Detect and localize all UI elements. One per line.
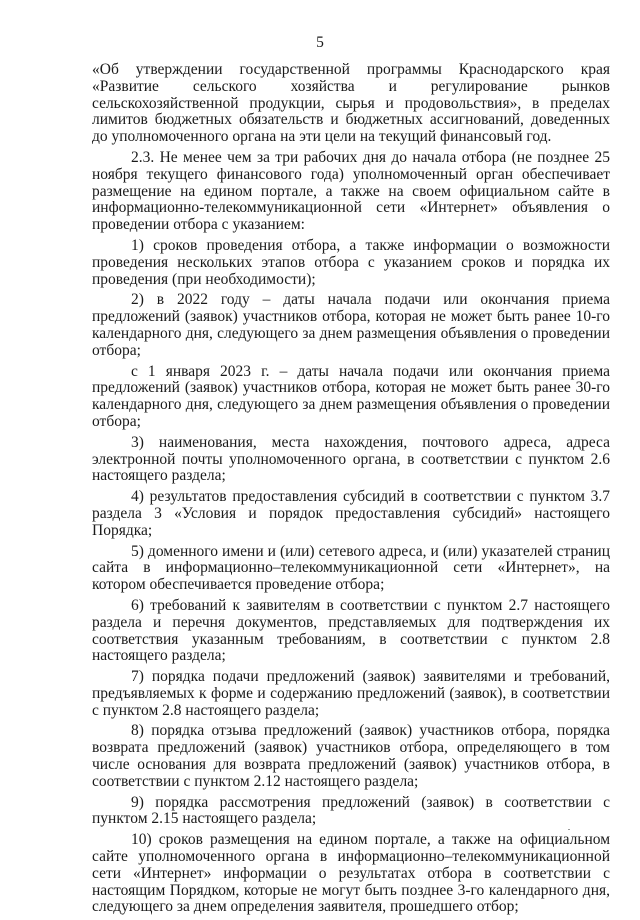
document-body [92,62,610,920]
list-item-4: 4) результатов предоставления субсидий в соответствии с пунктом 3.7 раздела 3 «Условия и порядок предоставления субсидий» настоящего Порядка; [92,488,610,539]
list-item-1: 1) сроков проведения отбора, а также информации о возможности проведения нескольких этапов отбора с указанием сроков и порядка их проведения (при необходимости); [92,236,610,288]
scan-speck [568,829,570,830]
list-item-10: 10) сроков размещения на едином портале, а также на официальном сайте уполномоченного органа в информационно–телекоммуникационной сети «Интернет» информации о результатах отбора в соответствии с настоящим Порядком, которые не могут быть позднее 3-го календарного дня, следующего за днем определения заявителя, прошедшего отбор; [92,831,610,916]
list-item-6: 6) требований к заявителям в соответствии с пунктом 2.7 настоящего раздела и перечня документов, представляемых для подтверждения их соответствия указанным требованиям, в соответствии с пунктом 2.8 настоящего раздела; [92,596,610,665]
list-item-3: 3) наименования, места нахождения, почтового адреса, адреса электронной почты уполномоченного органа, в соответствии с пунктом 2.6 настоящего раздела; [92,433,610,485]
list-item-8: 8) порядка отзыва предложений (заявок) участников отбора, порядка возврата предложений (заявок) участников отбора, определяющего в том числе основания для возврата предложений (заявок) участников отбора, в соответствии с пунктом 2.12 настоящего раздела; [92,722,610,790]
list-item-5: 5) доменного имени и (или) сетевого адреса, и (или) указателей страниц сайта в информационно–телекоммуникационной сети «Интернет», на котором обеспечивается проведение отбора; [92,542,610,594]
list-item-7: 7) порядка подачи предложений (заявок) заявителями и требований, предъявляемых к форме и содержанию предложений (заявок), в соответствии с пунктом 2.8 настоящего раздела; [92,668,610,719]
list-item-2-continued: с 1 января 2023 г. – даты начала подачи или окончания приема предложений (заявок) участников отбора, которая не может быть ранее 30-го календарного дня, следующего за днем размещения объявления о проведении отбора; [92,362,610,430]
page-number: 5 [316,34,324,51]
paragraph-continuation: «Об утверждении государственной программы Краснодарского края «Развитие сельского хозяйства и регулирование рынков сельскохозяйственной продукции, сырья и продовольствия», в пределах лимитов бюджетных обязательств и бюджетных ассигнований, доведенных до уполномоченного органа на эти цели на текущий финансовый год. [92,61,610,146]
paragraph-2-3: 2.3. Не менее чем за три рабочих дня до начала отбора (не позднее 25 ноября текущего финансового года) уполномоченный орган обеспечивает размещение на едином портале, а также на своем официальном сайте в информационно-телекоммуникационной сети «Интернет» объявления о проведении отбора с указанием: [92,148,610,234]
list-item-2: 2) в 2022 году – даты начала подачи или окончания приема предложений (заявок) участников отбора, которая не может быть ранее 10-го календарного дня, следующего за днем размещения объявления о проведении отбора; [92,291,610,359]
list-item-9: 9) порядка рассмотрения предложений (заявок) в соответствии с пунктом 2.15 настоящего раздела; [92,793,610,828]
